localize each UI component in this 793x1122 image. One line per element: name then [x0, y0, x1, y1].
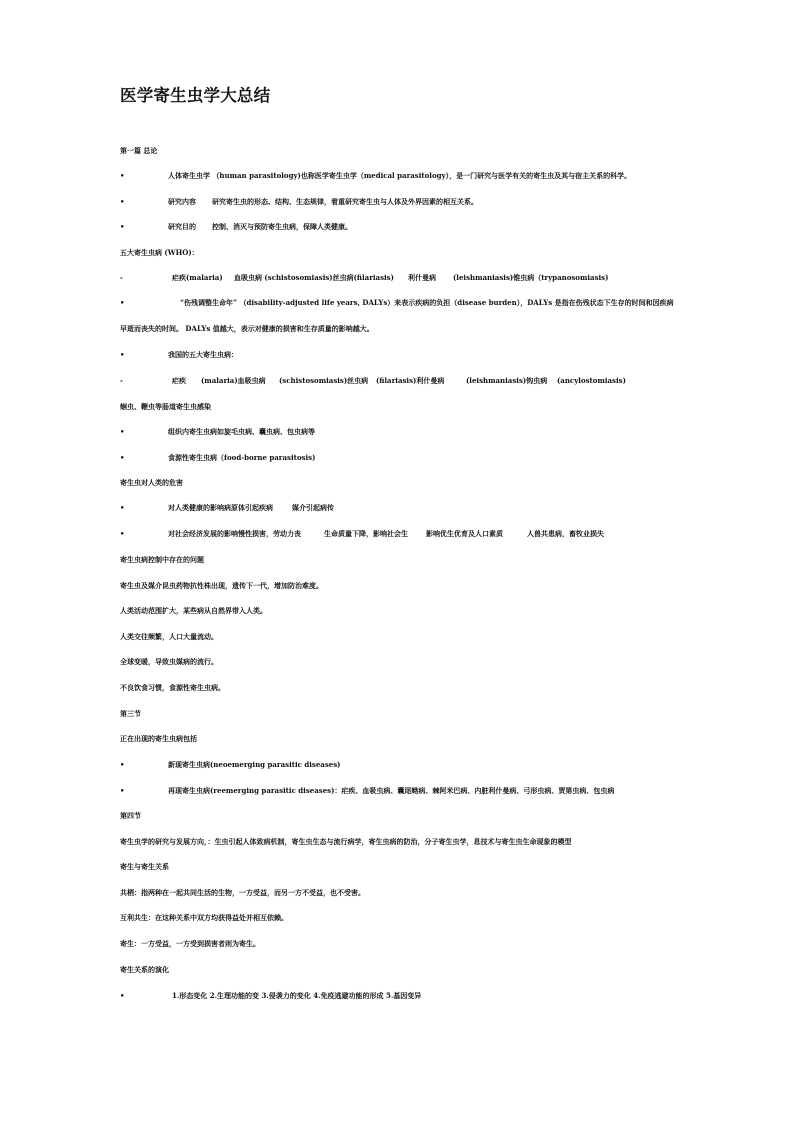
paragraph: 人类活动范围扩大，某些病从自然界带入人类。	[120, 606, 267, 615]
paragraph-mutualism: 互利共生：在这种关系中双方均获得益处并相互依赖。	[120, 913, 288, 922]
list-text: (filariasis)利什曼病	[376, 376, 445, 385]
list-text: (leishmaniasis)钩虫病	[466, 376, 548, 385]
paragraph-five-diseases-who: 五大寄生虫病 (WHO)：	[120, 248, 199, 257]
bullet-text-economy: 生命质量下降，影响社会生	[324, 529, 408, 538]
bullet-marker: •	[120, 760, 125, 769]
dash-marker: -	[120, 273, 123, 282]
bullet-text-economy: 对社会经济发展的影响慢性损害，劳动力丧	[168, 529, 301, 538]
section-heading-control-problems: 寄生虫病控制中存在的问题	[120, 555, 204, 564]
section-heading-third: 第三节	[120, 709, 141, 718]
page-title: 医学寄生虫学大总结	[120, 86, 271, 105]
list-text: (ancylostomiasis)	[557, 376, 626, 385]
paragraph: 人类交往频繁，人口大量流动。	[120, 632, 218, 641]
paragraph-emerging: 正在出现的寄生虫病包括	[120, 734, 197, 743]
list-text: (schistosomiasis)丝虫病	[279, 376, 369, 385]
bullet-label-research-content: 研究内容	[168, 197, 196, 206]
bullet-marker: •	[120, 427, 125, 436]
bullet-marker: •	[120, 350, 125, 359]
bullet-text-tissue: 组织内寄生虫病如旋毛虫病、囊虫病、包虫病等	[168, 427, 315, 436]
bullet-text-evolution: 1.形态变化 2.生理功能的变 3.侵袭力的变化 4.免疫逃避功能的形成 5.基因变异	[172, 991, 422, 1000]
bullet-text-foodborne: 食源性寄生虫病（food-borne parasitosis)	[168, 453, 316, 462]
bullet-marker: •	[120, 453, 125, 462]
list-text: 血吸虫病 (schistosomiasis)丝虫病(filariasis)	[234, 273, 394, 282]
bullet-text-research-content: 研究寄生虫的形态、结构、生态规律，着重研究寄生虫与人体及外界因素的相互关系。	[212, 197, 478, 206]
list-text: 疟疾	[172, 376, 186, 385]
paragraph-commensalism: 共栖：指两种在一起共同生活的生物，一方受益，而另一方不受益，也不受害。	[120, 888, 365, 897]
list-text: (leishmaniasis)锥虫病（trypanosomiasis)	[453, 273, 609, 282]
bullet-marker: •	[120, 529, 125, 538]
bullet-marker: •	[120, 786, 125, 795]
paragraph: 不良饮食习惯，食源性寄生虫病。	[120, 683, 225, 692]
bullet-text-research-goal: 控制、消灭与预防寄生虫病，保障人类健康。	[212, 222, 352, 231]
section-heading-parasitism: 寄生与寄生关系	[120, 862, 169, 871]
bullet-text-definition: 人体寄生虫学 （human parasitology)也称医学寄生虫学（medical parasitology），是一门研究与医学有关的寄生虫及其与宿主关系的科学。	[168, 171, 632, 180]
bullet-text-neoemerging: 新现寄生虫病(neoemerging parasitic diseases)	[168, 760, 341, 769]
bullet-text-dalys: “伤残调整生命年” （disability-adjusted life years, DALYs）来表示疾病的负担（disease burden），DALYs 是指在伤残状态下生存的时间和因疾病	[180, 298, 674, 307]
bullet-text-china-five: 我国的五大寄生虫病：	[168, 350, 238, 359]
bullet-marker: •	[120, 171, 125, 180]
bullet-marker: •	[120, 991, 125, 1000]
list-text: 疟疾(malaria)	[172, 273, 223, 282]
bullet-marker: •	[120, 222, 125, 231]
bullet-text-economy: 人兽共患病，畜牧业损失	[527, 529, 604, 538]
section-heading-general: 第一篇 总论	[120, 146, 158, 155]
bullet-text-economy: 影响优生优育及人口素质	[426, 529, 503, 538]
paragraph: 寄生虫及媒介昆虫药物抗性株出现，遗传下一代，增加防治难度。	[120, 581, 323, 590]
bullet-marker: •	[120, 503, 125, 512]
bullet-marker: •	[120, 197, 125, 206]
section-heading-harm: 寄生虫对人类的危害	[120, 478, 183, 487]
bullet-marker: •	[120, 298, 125, 307]
bullet-text-health: 对人类健康的影响病原体引起疾病	[168, 503, 273, 512]
list-text: 利什曼病	[408, 273, 436, 282]
list-text: (malaria)血吸虫病	[201, 376, 266, 385]
bullet-text-reemerging: 再现寄生虫病(reemerging parasitic diseases)：疟疾、血吸虫病、囊尾蚴病、棘阿米巴病、内脏利什曼病、弓形虫病、贾第虫病、包虫病	[168, 786, 615, 795]
section-heading-fourth: 第四节	[120, 811, 141, 820]
paragraph: 全球变暖，导致虫媒病的流行。	[120, 657, 218, 666]
bullet-label-research-goal: 研究目的	[168, 222, 196, 231]
paragraph-intestinal: 蛔虫、鞭虫等肠道寄生虫感染	[120, 402, 211, 411]
paragraph-parasitism: 寄生：一方受益，一方受到损害者则为寄生。	[120, 939, 260, 948]
section-heading-evolution: 寄生关系的演化	[120, 965, 169, 974]
paragraph-research-direction: 寄生虫学的研究与发展方向，：生虫引起人体致病机制，寄生虫生态与流行病学，寄生虫病的防治，分子寄生虫学，息技术与寄生虫生命现象的模型	[120, 837, 572, 846]
paragraph-dalys-continued: 早逝而丧失的时间。 DALYs 值越大，表示对健康的损害和生存质量的影响越大。	[120, 324, 374, 333]
dash-marker: -	[120, 376, 123, 385]
bullet-text-health: 媒介引起病传	[292, 503, 334, 512]
